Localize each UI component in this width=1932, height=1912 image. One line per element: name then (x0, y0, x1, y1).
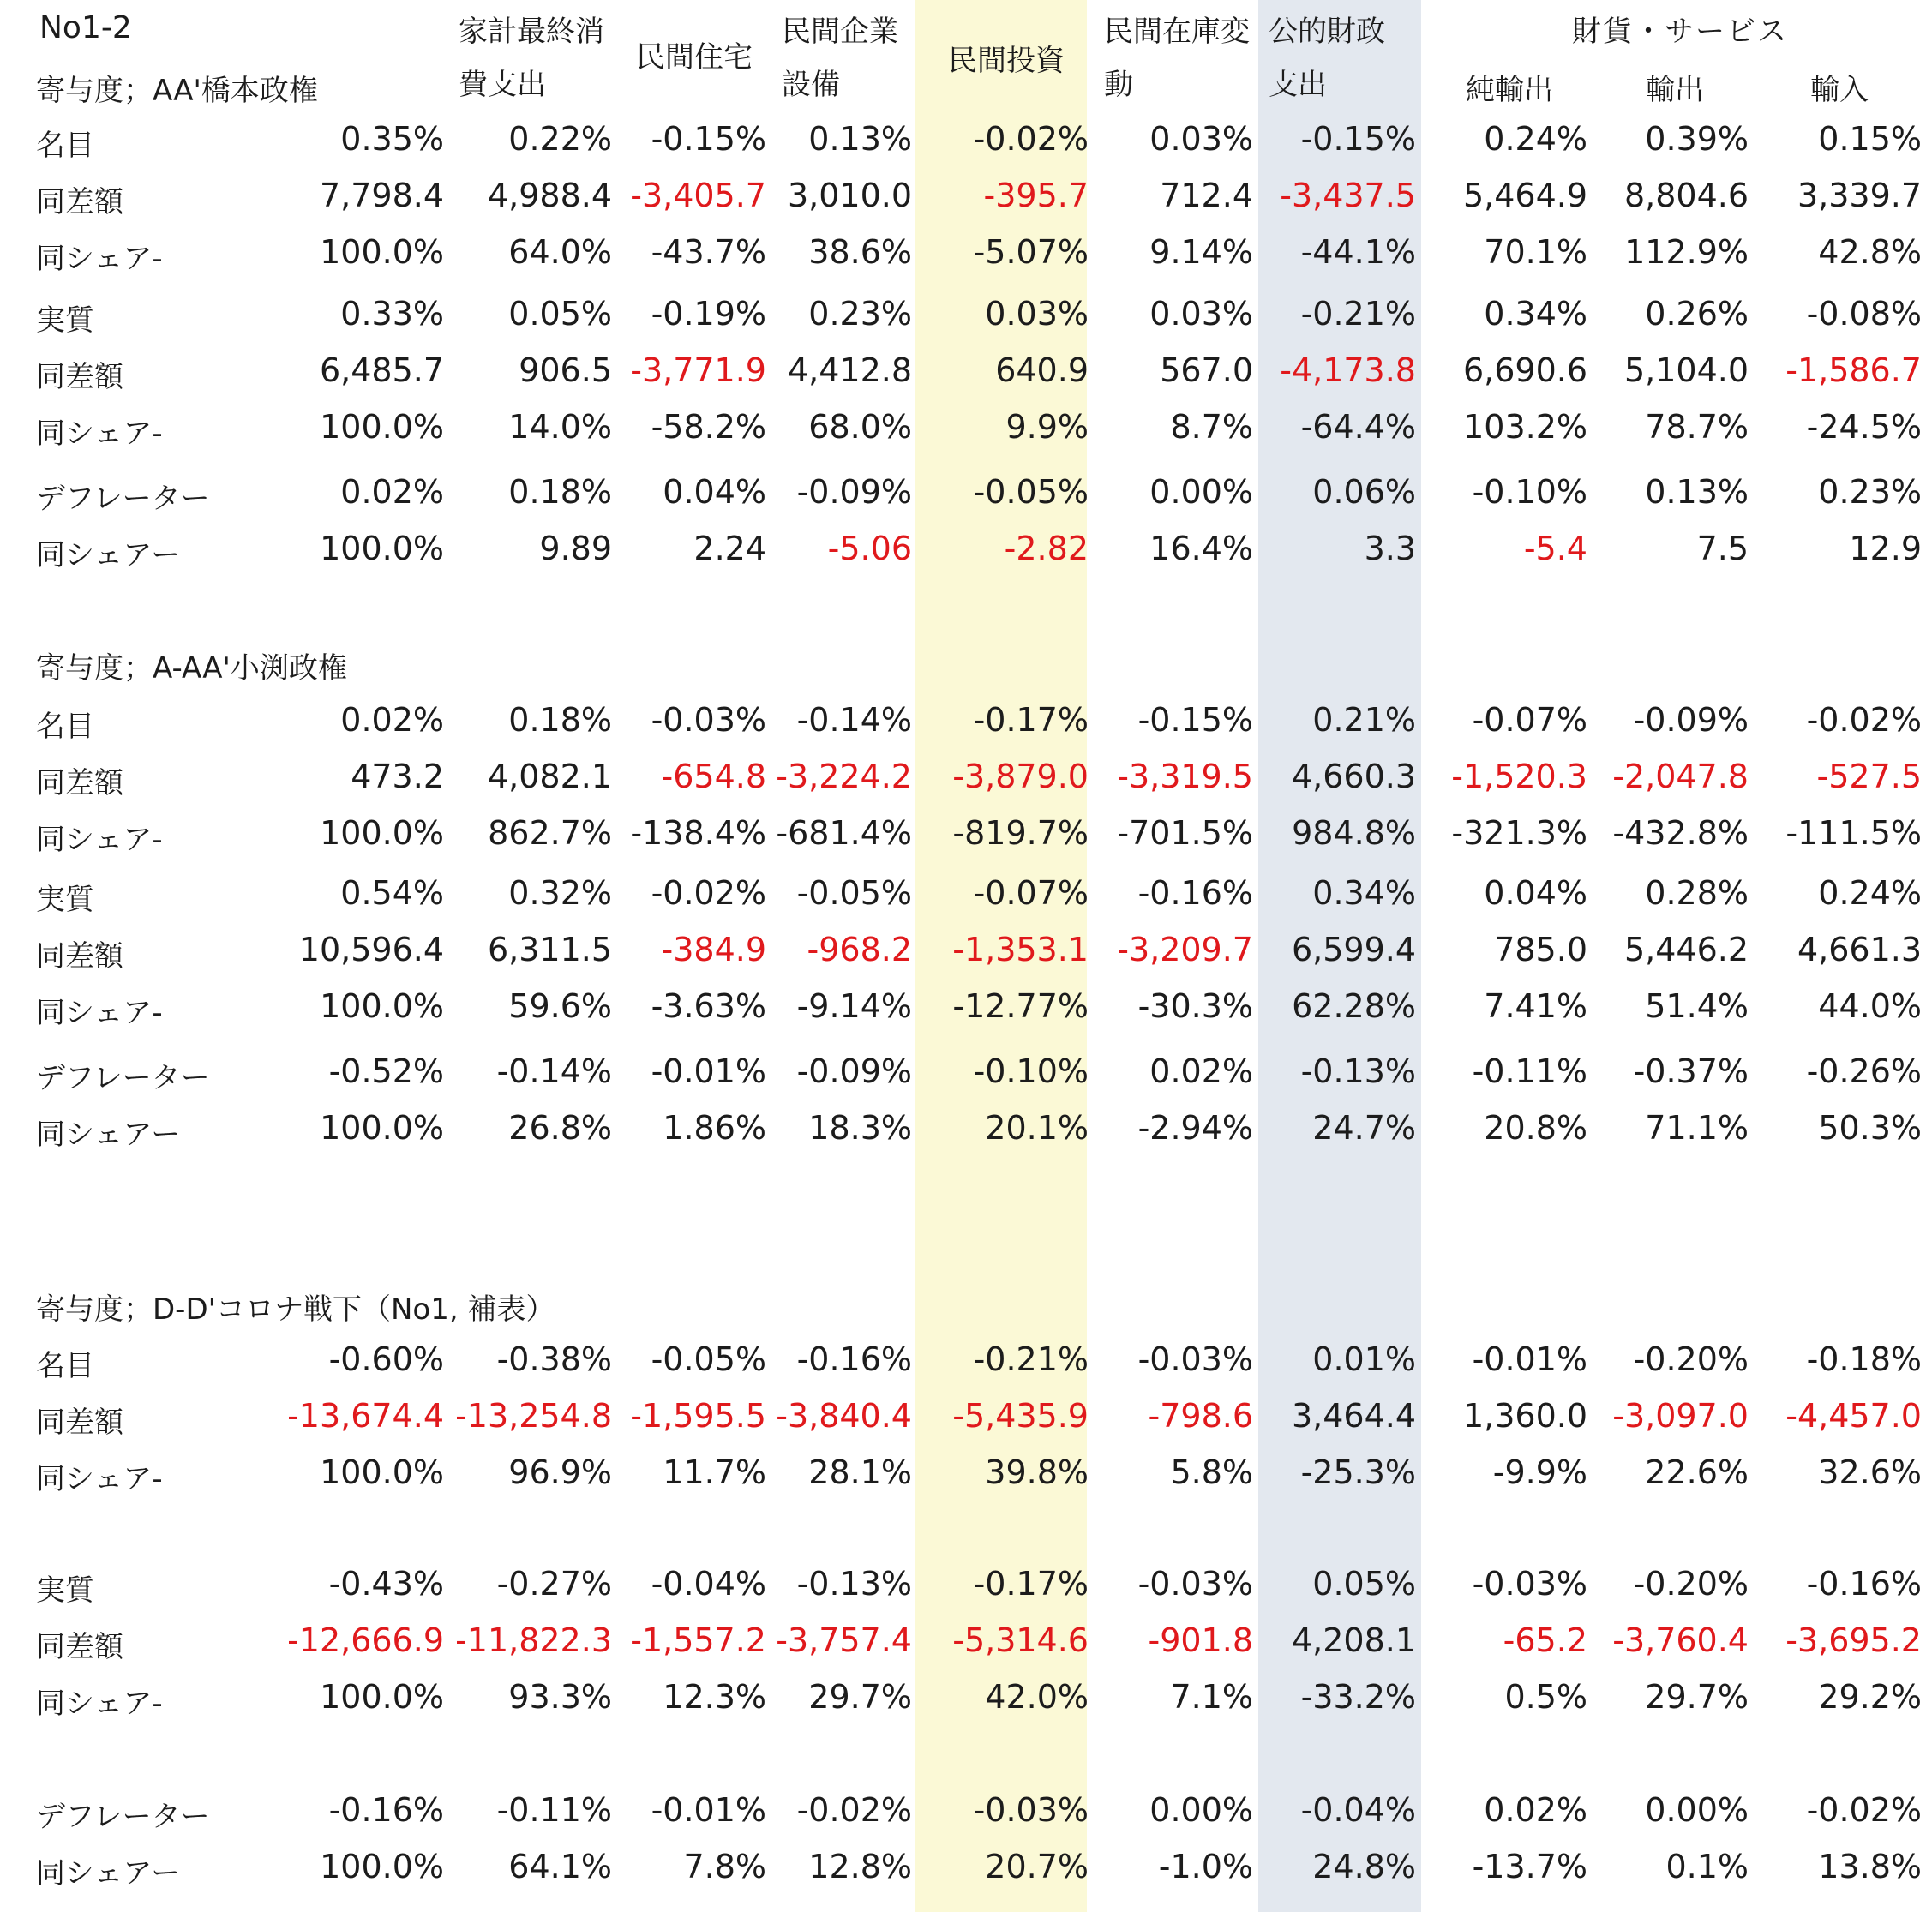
table-cell: -0.52% (328, 1052, 444, 1090)
table-cell: 3.3 (1364, 530, 1416, 567)
table-cell: 26.8% (508, 1109, 612, 1147)
table-cell: -432.8% (1612, 814, 1749, 852)
table-cell: 640.9 (995, 351, 1089, 389)
table-cell: -0.05% (651, 1340, 766, 1378)
table-cell: -0.15% (651, 120, 766, 158)
table-cell: -1,595.5 (630, 1397, 766, 1435)
table-cell: -0.02% (1806, 701, 1922, 739)
table-cell: 100.0% (320, 987, 444, 1025)
table-cell: -681.4% (776, 814, 912, 852)
table-cell: 0.18% (508, 473, 612, 511)
table-cell: 9.14% (1149, 233, 1253, 271)
table-cell: 29.7% (1645, 1678, 1749, 1716)
table-cell: -0.02% (796, 1791, 912, 1829)
header-private-capex (782, 5, 898, 111)
table-cell: 112.9% (1624, 233, 1749, 271)
table-cell: -0.08% (1806, 295, 1922, 333)
row-label: 同シェア- (36, 1462, 163, 1496)
table-cell: 78.7% (1645, 408, 1749, 446)
table-cell: 984.8% (1292, 814, 1416, 852)
table-cell: 4,082.1 (487, 758, 612, 795)
table-cell: -24.5% (1806, 408, 1922, 446)
table-cell: 862.7% (488, 814, 612, 852)
table-cell: -0.20% (1633, 1340, 1749, 1378)
table-cell: 4,661.3 (1797, 931, 1922, 968)
table-cell: -0.16% (1806, 1565, 1922, 1603)
table-cell: 24.7% (1312, 1109, 1416, 1147)
table-cell: -12,666.9 (287, 1621, 444, 1659)
table-cell: -1,353.1 (952, 931, 1089, 968)
header-public-line2: 支出 (1269, 68, 1327, 102)
table-cell: 0.35% (340, 120, 444, 158)
table-cell: 0.22% (508, 120, 612, 158)
table-cell: -0.14% (496, 1052, 612, 1090)
header-household-consumption (459, 5, 604, 111)
table-cell: -0.05% (973, 473, 1089, 511)
table-cell: 0.34% (1484, 295, 1587, 333)
row-label: デフレーター (36, 1061, 210, 1095)
table-cell: 12.3% (663, 1678, 766, 1716)
table-cell: -43.7% (651, 233, 766, 271)
table-cell: 39.8% (985, 1453, 1089, 1491)
table-cell: 0.13% (808, 120, 912, 158)
table-cell: -0.19% (651, 295, 766, 333)
table-cell: -3,840.4 (776, 1397, 912, 1435)
table-cell: 100.0% (320, 1848, 444, 1885)
header-net-exports: 純輸出 (1466, 73, 1553, 107)
table-cell: 0.02% (1484, 1791, 1587, 1829)
table-cell: -3,405.7 (630, 177, 766, 214)
table-cell: 3,464.4 (1291, 1397, 1416, 1435)
row-label: 同差額 (36, 360, 123, 394)
table-cell: 7.1% (1170, 1678, 1253, 1716)
table-cell: -1,520.3 (1451, 758, 1587, 795)
table-cell: -0.13% (1300, 1052, 1416, 1090)
table-cell: -64.4% (1300, 408, 1416, 446)
header-goods-services-group: 財貨・サービス (1572, 15, 1788, 49)
table-cell: 0.04% (663, 473, 766, 511)
table-cell: 7.8% (683, 1848, 766, 1885)
table-cell: 59.6% (508, 987, 612, 1025)
table-cell: 0.04% (1484, 874, 1587, 912)
header-imports: 輸入 (1810, 73, 1869, 107)
table-cell: -0.14% (796, 701, 912, 739)
table-cell: -0.21% (973, 1340, 1089, 1378)
table-cell: -0.16% (328, 1791, 444, 1829)
table-cell: 0.00% (1149, 1791, 1253, 1829)
table-cell: -9.9% (1492, 1453, 1587, 1491)
table-cell: -395.7 (983, 177, 1089, 214)
table-cell: 0.02% (340, 473, 444, 511)
table-cell: -4,173.8 (1280, 351, 1416, 389)
table-cell: -0.04% (651, 1565, 766, 1603)
table-cell: -3,209.7 (1117, 931, 1253, 968)
table-cell: -4,457.0 (1785, 1397, 1922, 1435)
table-cell: 5.8% (1170, 1453, 1253, 1491)
table-cell: -13.7% (1472, 1848, 1587, 1885)
table-cell: 0.05% (508, 295, 612, 333)
table-cell: -0.16% (1137, 874, 1253, 912)
header-private-investment: 民間投資 (948, 44, 1065, 78)
table-cell: 68.0% (808, 408, 912, 446)
table-cell: -0.09% (1633, 701, 1749, 739)
table-cell: 0.00% (1149, 473, 1253, 511)
table-cell: -3,319.5 (1117, 758, 1253, 795)
table-cell: -5,435.9 (952, 1397, 1089, 1435)
table-cell: -321.3% (1451, 814, 1587, 852)
header-inventory-line1: 民間在庫変 (1104, 15, 1250, 49)
table-cell: -3.63% (651, 987, 766, 1025)
table-cell: 18.3% (808, 1109, 912, 1147)
table-cell: -0.17% (973, 1565, 1089, 1603)
table-cell: -33.2% (1300, 1678, 1416, 1716)
table-cell: 9.9% (1005, 408, 1089, 446)
table-cell: 785.0 (1494, 931, 1587, 968)
header-capex-line1: 民間企業 (782, 15, 898, 49)
table-cell: 0.39% (1645, 120, 1749, 158)
table-cell: -0.09% (796, 473, 912, 511)
table-cell: 20.8% (1484, 1109, 1587, 1147)
row-label: 実質 (36, 883, 94, 917)
table-cell: 7.5 (1696, 530, 1749, 567)
table-cell: 0.5% (1504, 1678, 1587, 1716)
table-cell: -2.94% (1137, 1109, 1253, 1147)
table-cell: 29.7% (808, 1678, 912, 1716)
table-cell: 0.26% (1645, 295, 1749, 333)
table-cell: 5,464.9 (1462, 177, 1587, 214)
table-cell: -0.17% (973, 701, 1089, 739)
table-cell: -0.07% (1472, 701, 1587, 739)
row-label: 同差額 (36, 939, 123, 974)
table-cell: 20.7% (985, 1848, 1089, 1885)
table-cell: -0.01% (651, 1791, 766, 1829)
table-cell: -0.27% (496, 1565, 612, 1603)
table-cell: -0.37% (1633, 1052, 1749, 1090)
table-cell: 12.8% (808, 1848, 912, 1885)
table-cell: 3,010.0 (787, 177, 912, 214)
table-cell: -0.13% (796, 1565, 912, 1603)
table-cell: -1.0% (1158, 1848, 1253, 1885)
table-cell: 28.1% (808, 1453, 912, 1491)
table-cell: -0.03% (1137, 1565, 1253, 1603)
table-cell: -384.9 (661, 931, 766, 968)
table-cell: -0.16% (796, 1340, 912, 1378)
table-cell: 4,660.3 (1291, 758, 1416, 795)
sheet-title: No1-2 (39, 10, 132, 45)
table-cell: 100.0% (320, 1109, 444, 1147)
table-cell: 100.0% (320, 530, 444, 567)
section-title-corona: 寄与度；D-D'コロナ戦下（No1, 補表） (36, 1292, 555, 1327)
table-cell: -1,586.7 (1785, 351, 1922, 389)
table-cell: -3,437.5 (1280, 177, 1416, 214)
table-cell: 0.03% (1149, 120, 1253, 158)
table-cell: -0.38% (496, 1340, 612, 1378)
header-public-spending (1269, 5, 1385, 111)
table-cell: -3,097.0 (1612, 1397, 1749, 1435)
table-cell: -5.06 (827, 530, 912, 567)
table-cell: -0.04% (1300, 1791, 1416, 1829)
table-cell: 1,360.0 (1462, 1397, 1587, 1435)
table-cell: -65.2 (1503, 1621, 1587, 1659)
header-exports: 輸出 (1646, 73, 1704, 107)
table-cell: -5.4 (1523, 530, 1587, 567)
table-cell: 0.28% (1645, 874, 1749, 912)
table-cell: 100.0% (320, 1678, 444, 1716)
table-cell: -0.11% (496, 1791, 612, 1829)
table-cell: -3,771.9 (630, 351, 766, 389)
table-cell: 0.15% (1818, 120, 1922, 158)
table-cell: -798.6 (1148, 1397, 1253, 1435)
table-cell: -0.60% (328, 1340, 444, 1378)
table-cell: -0.03% (973, 1791, 1089, 1829)
table-cell: 6,485.7 (319, 351, 444, 389)
table-cell: -0.18% (1806, 1340, 1922, 1378)
table-cell: 38.6% (808, 233, 912, 271)
table-cell: 567.0 (1160, 351, 1253, 389)
table-cell: 29.2% (1818, 1678, 1922, 1716)
table-cell: 6,599.4 (1291, 931, 1416, 968)
table-cell: -0.03% (651, 701, 766, 739)
row-label: デフレーター (36, 482, 210, 516)
table-cell: -0.02% (651, 874, 766, 912)
table-cell: 0.02% (1149, 1052, 1253, 1090)
table-cell: 24.8% (1312, 1848, 1416, 1885)
row-label: 実質 (36, 1573, 94, 1608)
table-cell: 0.13% (1645, 473, 1749, 511)
row-label: 同差額 (36, 1406, 123, 1440)
table-cell: -0.10% (973, 1052, 1089, 1090)
table-cell: 0.06% (1312, 473, 1416, 511)
table-cell: -13,674.4 (287, 1397, 444, 1435)
table-cell: 1.86% (663, 1109, 766, 1147)
table-cell: -3,695.2 (1785, 1621, 1922, 1659)
table-cell: -0.02% (1806, 1791, 1922, 1829)
row-label: 同シェア- (36, 242, 163, 276)
table-cell: 4,988.4 (487, 177, 612, 214)
table-cell: -0.26% (1806, 1052, 1922, 1090)
table-cell: 8,804.6 (1623, 177, 1749, 214)
table-cell: 22.6% (1645, 1453, 1749, 1491)
row-label: 同シェア- (36, 1687, 163, 1721)
table-cell: 0.01% (1312, 1340, 1416, 1378)
table-cell: 70.1% (1484, 233, 1587, 271)
table-cell: 0.24% (1818, 874, 1922, 912)
table-cell: -2,047.8 (1612, 758, 1749, 795)
header-capex-line2: 設備 (782, 68, 840, 102)
table-cell: 100.0% (320, 408, 444, 446)
table-cell: 0.18% (508, 701, 612, 739)
row-label: 同差額 (36, 1630, 123, 1664)
table-cell: 0.21% (1312, 701, 1416, 739)
table-cell: -0.21% (1300, 295, 1416, 333)
table-cell: 0.32% (508, 874, 612, 912)
table-cell: -0.05% (796, 874, 912, 912)
table-cell: -3,879.0 (952, 758, 1089, 795)
row-label: 名目 (36, 1349, 94, 1383)
table-cell: -968.2 (807, 931, 912, 968)
table-cell: -0.43% (328, 1565, 444, 1603)
table-cell: -5.07% (973, 233, 1089, 271)
table-cell: 5,446.2 (1623, 931, 1749, 968)
table-cell: 64.0% (508, 233, 612, 271)
table-cell: -0.10% (1472, 473, 1587, 511)
table-cell: -0.02% (973, 120, 1089, 158)
table-cell: 44.0% (1818, 987, 1922, 1025)
table-cell: -25.3% (1300, 1453, 1416, 1491)
row-label: 同差額 (36, 185, 123, 219)
table-cell: 0.54% (340, 874, 444, 912)
table-cell: -58.2% (651, 408, 766, 446)
table-cell: 6,311.5 (487, 931, 612, 968)
table-cell: -901.8 (1148, 1621, 1253, 1659)
table-cell: 0.24% (1484, 120, 1587, 158)
table-cell: -3,760.4 (1612, 1621, 1749, 1659)
table-cell: 7.41% (1484, 987, 1587, 1025)
table-cell: 50.3% (1818, 1109, 1922, 1147)
row-label: 名目 (36, 710, 94, 744)
row-label: 同シェアー (36, 1118, 181, 1152)
table-cell: 906.5 (519, 351, 612, 389)
table-cell: 100.0% (320, 1453, 444, 1491)
table-cell: 100.0% (320, 814, 444, 852)
table-cell: -3,224.2 (776, 758, 912, 795)
row-label: 同差額 (36, 766, 123, 800)
table-cell: 71.1% (1645, 1109, 1749, 1147)
row-label: 実質 (36, 303, 94, 338)
table-cell: -0.01% (651, 1052, 766, 1090)
table-cell: -2.82 (1004, 530, 1089, 567)
table-cell: 0.00% (1645, 1791, 1749, 1829)
table-cell: 0.1% (1665, 1848, 1749, 1885)
table-cell: 100.0% (320, 233, 444, 271)
row-label: 同シェア- (36, 996, 163, 1030)
table-cell: 16.4% (1149, 530, 1253, 567)
table-cell: -819.7% (952, 814, 1089, 852)
table-cell: 0.02% (340, 701, 444, 739)
table-cell: 42.0% (985, 1678, 1089, 1716)
table-cell: -527.5 (1816, 758, 1922, 795)
table-cell: 0.23% (1818, 473, 1922, 511)
table-cell: -30.3% (1137, 987, 1253, 1025)
table-cell: -13,254.8 (455, 1397, 612, 1435)
header-inventory-line2: 動 (1104, 68, 1133, 102)
header-private-inventory (1104, 5, 1250, 111)
table-cell: -0.15% (1137, 701, 1253, 739)
header-public-line1: 公的財政 (1269, 15, 1385, 49)
table-cell: -701.5% (1117, 814, 1253, 852)
row-label: 同シェアー (36, 1856, 181, 1891)
table-cell: 12.9 (1849, 530, 1922, 567)
table-cell: 20.1% (985, 1109, 1089, 1147)
row-label: 同シェアー (36, 538, 181, 572)
table-cell: 6,690.6 (1462, 351, 1587, 389)
table-cell: -44.1% (1300, 233, 1416, 271)
table-cell: 712.4 (1160, 177, 1253, 214)
table-cell: 8.7% (1170, 408, 1253, 446)
table-cell: -0.03% (1472, 1565, 1587, 1603)
section-title-hashimoto: 寄与度；AA'橋本政権 (36, 74, 318, 108)
table-cell: -654.8 (661, 758, 766, 795)
header-household-line1: 家計最終消 (459, 15, 604, 49)
table-cell: -111.5% (1785, 814, 1922, 852)
table-cell: 103.2% (1463, 408, 1587, 446)
table-cell: 9.89 (539, 530, 612, 567)
table-cell: 5,104.0 (1623, 351, 1749, 389)
table-cell: 7,798.4 (319, 177, 444, 214)
table-cell: 51.4% (1645, 987, 1749, 1025)
header-private-housing: 民間住宅 (636, 40, 753, 75)
row-label: デフレーター (36, 1800, 210, 1834)
table-cell: -1,557.2 (630, 1621, 766, 1659)
table-cell: -3,757.4 (776, 1621, 912, 1659)
table-cell: 4,412.8 (787, 351, 912, 389)
table-cell: -0.15% (1300, 120, 1416, 158)
table-cell: -138.4% (630, 814, 766, 852)
table-cell: 0.23% (808, 295, 912, 333)
table-cell: 14.0% (508, 408, 612, 446)
row-label: 同シェア- (36, 823, 163, 857)
table-cell: 473.2 (351, 758, 444, 795)
table-cell: 62.28% (1292, 987, 1416, 1025)
table-cell: 0.05% (1312, 1565, 1416, 1603)
table-cell: 2.24 (693, 530, 766, 567)
table-cell: 32.6% (1818, 1453, 1922, 1491)
table-cell: -11,822.3 (455, 1621, 612, 1659)
table-cell: -9.14% (796, 987, 912, 1025)
table-cell: 10,596.4 (298, 931, 444, 968)
table-cell: 93.3% (508, 1678, 612, 1716)
table-cell: -0.09% (796, 1052, 912, 1090)
table-cell: 64.1% (508, 1848, 612, 1885)
table-cell: -5,314.6 (952, 1621, 1089, 1659)
table-cell: 96.9% (508, 1453, 612, 1491)
table-cell: -0.01% (1472, 1340, 1587, 1378)
row-label: 同シェア- (36, 417, 163, 451)
table-cell: 4,208.1 (1291, 1621, 1416, 1659)
table-cell: -0.07% (973, 874, 1089, 912)
row-label: 名目 (36, 129, 94, 163)
table-cell: 0.33% (340, 295, 444, 333)
table-cell: 11.7% (663, 1453, 766, 1491)
table-cell: 0.03% (985, 295, 1089, 333)
table-cell: 42.8% (1818, 233, 1922, 271)
table-cell: 0.03% (1149, 295, 1253, 333)
table-cell: 0.34% (1312, 874, 1416, 912)
section-title-obuchi: 寄与度；A-AA'小渕政権 (36, 651, 347, 686)
table-cell: 13.8% (1818, 1848, 1922, 1885)
table-cell: -0.11% (1472, 1052, 1587, 1090)
table-cell: 3,339.7 (1797, 177, 1922, 214)
table-cell: -0.20% (1633, 1565, 1749, 1603)
header-household-line2: 費支出 (459, 68, 546, 102)
table-cell: -0.03% (1137, 1340, 1253, 1378)
table-cell: -12.77% (952, 987, 1089, 1025)
